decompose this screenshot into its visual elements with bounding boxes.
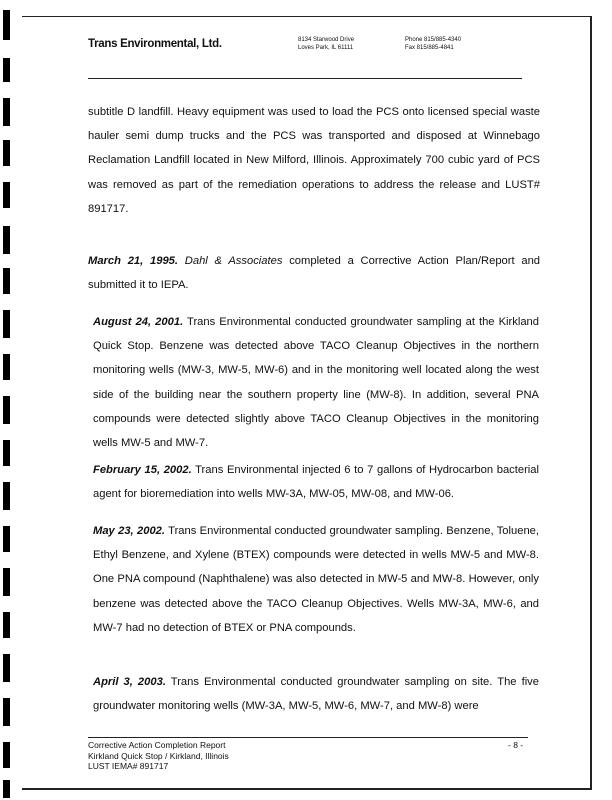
binding-mark (3, 354, 10, 380)
paragraph-text: subtitle D landfill. Heavy equipment was used to load the PCS onto licensed special waste hauler semi dump trucks and the PCS was transported and disposed at Winnebago Reclamation Landfill located in New Milford, Illinois. Approximately 700 cubic yard of PCS was removed as part of the remediation operations to address the release and LUST# 891717. (88, 106, 540, 215)
address-line-2: Loves Park, IL 61111 (298, 44, 354, 51)
entry-date: April 3, 2003. (93, 676, 166, 688)
binding-mark (3, 10, 10, 40)
company-contact (405, 37, 461, 52)
binding-mark (3, 58, 10, 82)
entry-date: May 23, 2002. (93, 525, 166, 537)
header-divider (88, 78, 522, 79)
binding-mark (3, 568, 10, 596)
paragraph-march-1995 (88, 249, 540, 297)
binding-mark (3, 440, 10, 466)
binding-mark (3, 182, 10, 208)
address-line-1: 8134 Starwood Drive (298, 37, 355, 43)
binding-mark (3, 526, 10, 552)
binding-mark (3, 310, 10, 338)
binding-mark (3, 612, 10, 638)
entry-date: March 21, 1995. (88, 255, 179, 267)
phone-number: Phone 815/885-4340 (405, 37, 462, 43)
binding-mark (3, 780, 10, 798)
binding-mark (3, 140, 10, 166)
footer-divider (88, 737, 528, 738)
paragraph-text: Trans Environmental conducted groundwater sampling. Benzene, Toluene, Ethyl Benzene, and Xylene (BTEX) compounds were detected in wells MW-5 and MW-8. One PNA compound (Naphthalene) was also detected in MW-5 and MW-8. However, only benzene was detected above the TACO Cleanup Objectives. Wells MW-3A, MW-6, and MW-7 had no detection of BTEX or PNA compounds. (93, 525, 539, 634)
footer-lust-number: LUST IEMA# 891717 (88, 761, 169, 771)
binding-mark (3, 98, 10, 126)
footer-report-title: Corrective Action Completion Report (88, 740, 226, 750)
paragraph-landfill (88, 100, 540, 221)
binding-mark (3, 268, 10, 294)
organization-name: Dahl & Associates (184, 255, 283, 267)
binding-mark (3, 226, 10, 254)
binding-mark (3, 742, 10, 768)
binding-mark (3, 654, 10, 682)
footer-report-info (88, 740, 229, 772)
page-number: - 8 - (508, 740, 524, 750)
paragraph-text: completed a Corrective Action Plan/Report and submitted it to IEPA. (88, 255, 541, 292)
binding-mark (3, 396, 10, 424)
fax-number: Fax 815/885-4841 (405, 44, 454, 51)
paragraph-february-2002 (93, 458, 539, 506)
paragraph-text: Trans Environmental conducted groundwater sampling on site. The five groundwater monitoring wells (MW-3A, MW-5, MW-6, MW-7, and MW-8) were (93, 676, 539, 713)
binding-mark (3, 482, 10, 510)
entry-date: February 15, 2002. (93, 464, 192, 476)
paragraph-text: Trans Environmental injected 6 to 7 gallons of Hydrocarbon bacterial agent for bioremediation into wells MW-3A, MW-05, MW-08, and MW-06. (93, 464, 540, 501)
entry-date: August 24, 2001. (93, 316, 184, 328)
binding-mark (3, 698, 10, 726)
paragraph-april-2003 (93, 670, 539, 718)
company-address (298, 37, 354, 52)
paragraph-may-2002 (93, 519, 539, 640)
paragraph-august-2001 (93, 310, 539, 455)
binding-edge (0, 0, 12, 800)
paragraph-text: Trans Environmental conducted groundwater sampling at the Kirkland Quick Stop. Benzene was detected above TACO Cleanup Objectives in the northern monitoring wells (MW-3, MW-5, MW-6) and in the monitoring well located along the west side of the building near the southern property line (MW-8). In addition, several PNA compounds were detected slightly above TACO Cleanup Objectives in the monitoring wells MW-5 and MW-7. (93, 316, 539, 450)
company-name: Trans Environmental, Ltd. (88, 38, 222, 50)
footer-site-name: Kirkland Quick Stop / Kirkland, Illinois (88, 750, 229, 761)
